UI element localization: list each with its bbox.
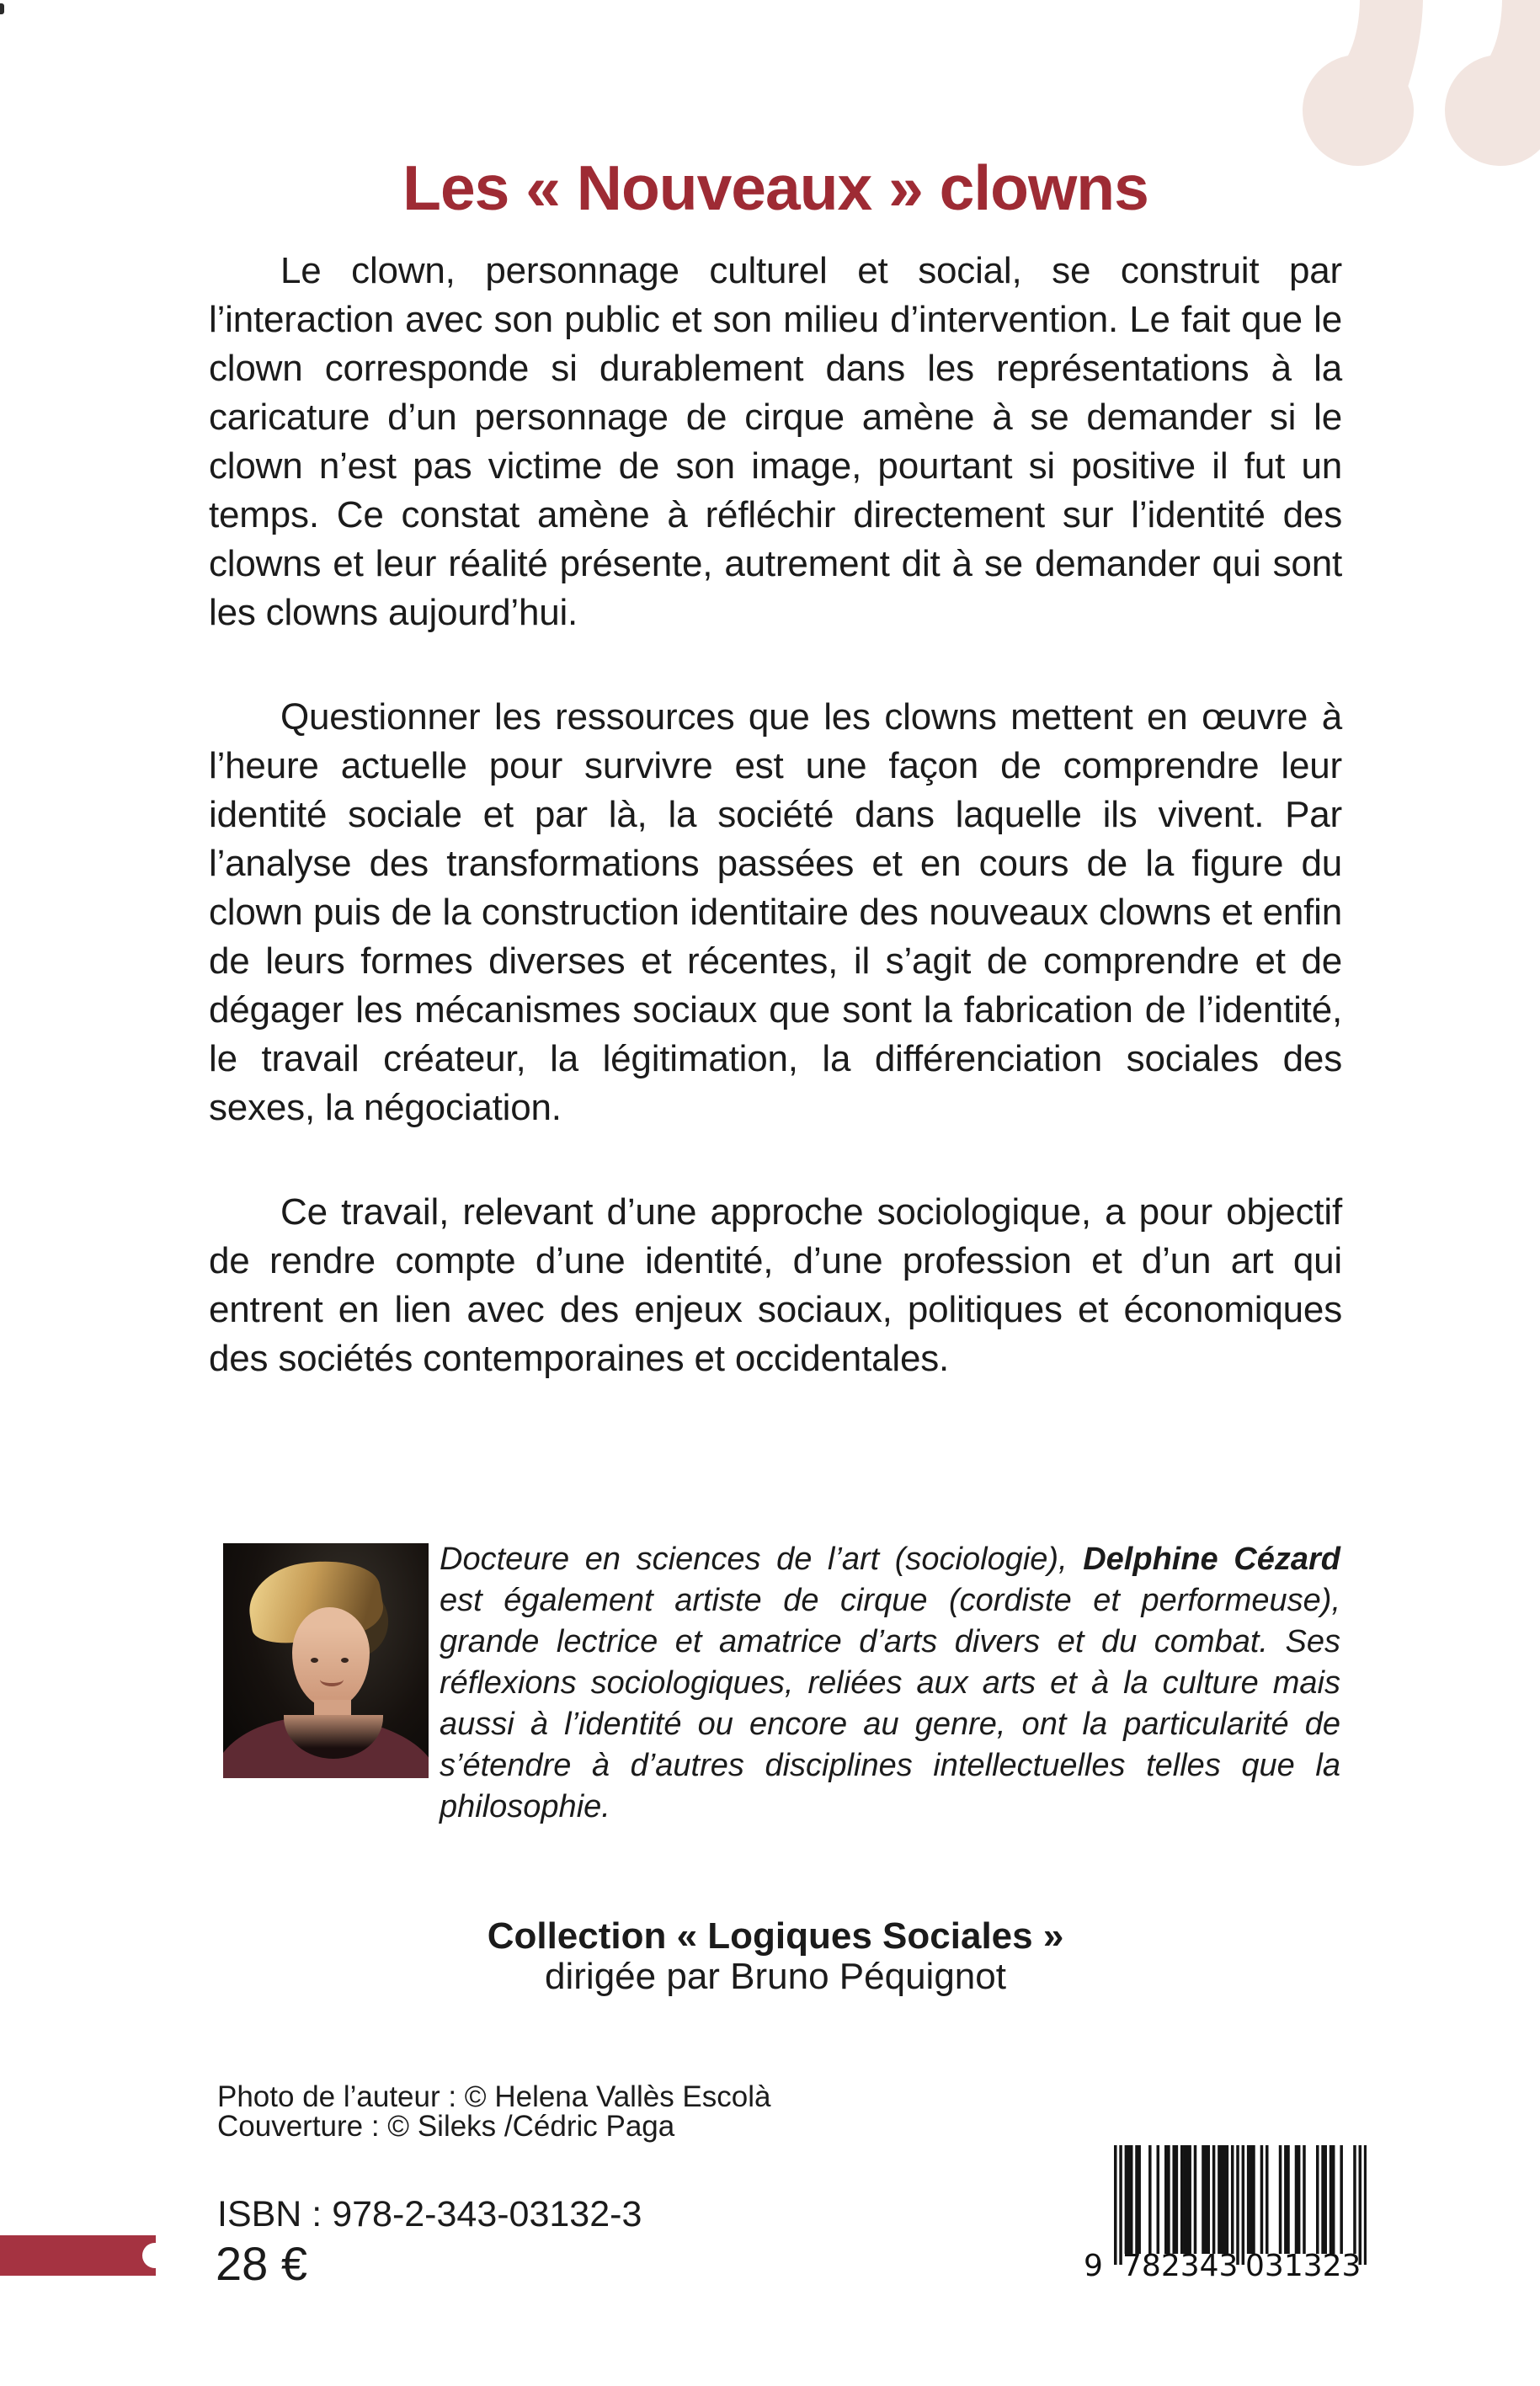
synopsis: [209, 247, 1342, 1439]
photo-smile: [320, 1673, 344, 1686]
barcode-bars: [1114, 2145, 1367, 2265]
author-bio: [440, 1539, 1340, 1828]
photo-face: [292, 1607, 370, 1708]
photo-credit: Photo de l’auteur : © Helena Vallès Escolà: [217, 2080, 771, 2113]
author-photo: [223, 1543, 429, 1778]
accent-bar: [0, 2235, 156, 2276]
price: 28 €: [216, 2237, 307, 2290]
synopsis-paragraph-1: Le clown, personnage culturel et social, se construit par l’interaction avec son public et son milieu d’intervention. Le fait que le clown corresponde si durablement dans les représentations à la caricature d’un personnage de cirque amène à se demander si le clown n’est pas victime de son image, pourtant si positive il fut un temps. Ce constat amène à réfléchir directement sur l’identité des clowns et leur réalité présente, autrement dit à se demander qui sont les clowns aujourd’hui.: [209, 250, 1342, 633]
synopsis-paragraph-2: Questionner les ressources que les clowns mettent en œuvre à l’heure actuelle pour survivre est une façon de comprendre leur identité sociale et par là, la société dans laquelle ils vivent. Par l’analyse des transformations passées et en cours de la figure du clown puis de la construction identitaire des nouveaux clowns et enfin de leurs formes diverses et récentes, il s’agit de comprendre et de dégager les mécanismes sociaux que sont la fabrication de l’identité, le travail créateur, la légitimation, la différenciation sociales des sexes, la négociation.: [209, 696, 1342, 1128]
photo-eye: [311, 1658, 318, 1663]
barcode-lead-digit: 9: [1084, 2249, 1103, 2283]
bio-suffix: est également artiste de cirque (cordiste et performeuse), grande lectrice et amatrice d’arts divers et du combat. Ses réflexions sociologiques, reliées aux arts et à la culture mais aussi à l’identité ou encore au genre, ont la particularité de s’étendre à d’autres disciplines intellectuelles telles que la philosophie.: [440, 1583, 1340, 1824]
scan-speck: [0, 3, 4, 14]
cover-credit: Couverture : © Sileks /Cédric Paga: [217, 2110, 675, 2143]
collection-name: Collection « Logiques Sociales »: [487, 1915, 1064, 1957]
barcode-digit-group: 7 8 2 3 4 3: [1122, 2249, 1239, 2283]
collection-director: dirigée par Bruno Péquignot: [545, 1956, 1006, 1997]
barcode-digit-group: 0 3 1 3 2 3: [1245, 2249, 1361, 2283]
collection-block: [209, 1916, 1342, 1997]
barcode: [1082, 2145, 1377, 2293]
synopsis-paragraph-3: Ce travail, relevant d’une approche sociologique, a pour objectif de rendre compte d’une identité, d’une profession et d’un art qui entrent en lien avec des enjeux sociaux, politiques et économiques des sociétés contemporaines et occidentales.: [209, 1191, 1342, 1379]
credits-block: [217, 2082, 770, 2141]
bio-prefix: Docteure en sciences de l’art (sociologie),: [440, 1542, 1084, 1577]
book-title: Les « Nouveaux » clowns: [402, 152, 1148, 224]
isbn: ISBN : 978-2-343-03132-3: [217, 2194, 642, 2234]
author-name: Delphine Cézard: [1083, 1542, 1340, 1577]
photo-eye: [341, 1658, 349, 1663]
